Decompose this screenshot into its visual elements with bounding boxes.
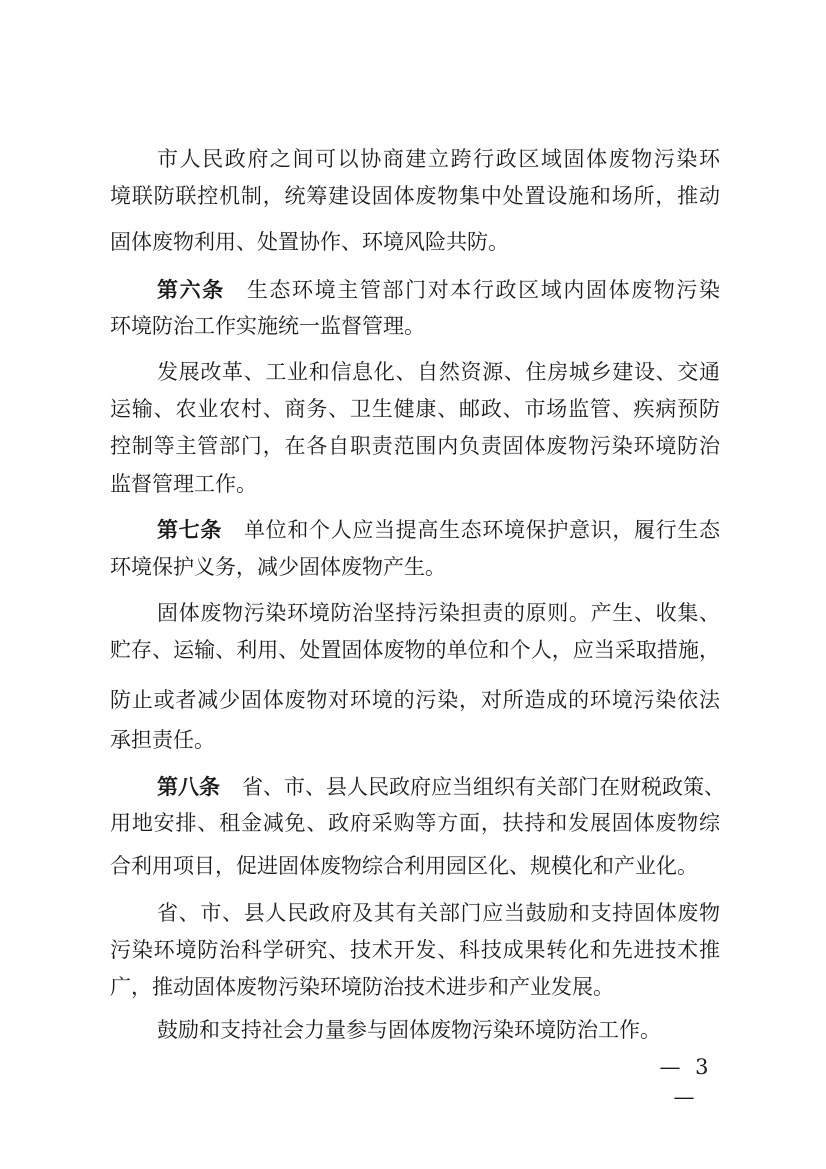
paragraph-line: 防止或者减少固体废物对环境的污染，对所造成的环境污染依法 xyxy=(110,688,720,712)
article-7-heading-line xyxy=(157,511,720,549)
paragraph-line: 环境保护义务，减少固体废物产生。 xyxy=(110,555,446,579)
paragraph-line: 鼓励和支持社会力量参与固体废物污染环境防治工作。 xyxy=(157,1018,661,1042)
paragraph-line: 境联防联控机制，统筹建设固体废物集中处置设施和场所，推动 xyxy=(110,184,720,208)
paragraph-line: 固体废物污染环境防治坚持污染担责的原则。产生、收集、 xyxy=(157,601,720,625)
article-text: 单位和个人应当提高生态环境保护意识，履行生态 xyxy=(244,518,720,542)
paragraph-line: 环境防治工作实施统一监督管理。 xyxy=(110,314,425,338)
article-8-heading-line xyxy=(157,768,725,806)
paragraph-line: 监督管理工作。 xyxy=(110,472,257,496)
article-label: 第八条 xyxy=(157,775,220,799)
paragraph-line: 省、市、县人民政府及其有关部门应当鼓励和支持固体废物 xyxy=(157,901,720,925)
paragraph-line: 固体废物利用、处置协作、环境风险共防。 xyxy=(110,230,509,254)
paragraph-line: 广，推动固体废物污染环境防治技术进步和产业发展。 xyxy=(110,975,614,999)
paragraph-line: 控制等主管部门，在各自职责范围内负责固体废物污染环境防治 xyxy=(110,434,720,458)
paragraph-line: 用地安排、租金减免、政府采购等方面，扶持和发展固体废物综 xyxy=(110,811,720,835)
paragraph-line: 发展改革、工业和信息化、自然资源、住房城乡建设、交通 xyxy=(157,360,720,384)
paragraph-line: 运输、农业农村、商务、卫生健康、邮政、市场监管、疾病预防 xyxy=(110,397,720,421)
article-6-heading-line xyxy=(157,271,720,309)
paragraph-line: 承担责任。 xyxy=(110,728,215,752)
article-label: 第七条 xyxy=(157,518,222,542)
paragraph-line: 污染环境防治科学研究、技术开发、科技成果转化和先进技术推 xyxy=(110,938,720,962)
paragraph-line: 市人民政府之间可以协商建立跨行政区域固体废物污染环 xyxy=(157,147,720,171)
article-text: 省、市、县人民政府应当组织有关部门在财税政策、 xyxy=(242,775,725,799)
article-text: 生态环境主管部门对本行政区域内固体废物污染 xyxy=(246,278,721,302)
paragraph-line: 合利用项目，促进固体废物综合利用园区化、规模化和产业化。 xyxy=(110,854,698,878)
page-number: — 3 — xyxy=(659,1055,713,1109)
article-label: 第六条 xyxy=(157,278,225,302)
paragraph-line: 贮存、运输、利用、处置固体废物的单位和个人，应当采取措施， xyxy=(110,638,720,662)
